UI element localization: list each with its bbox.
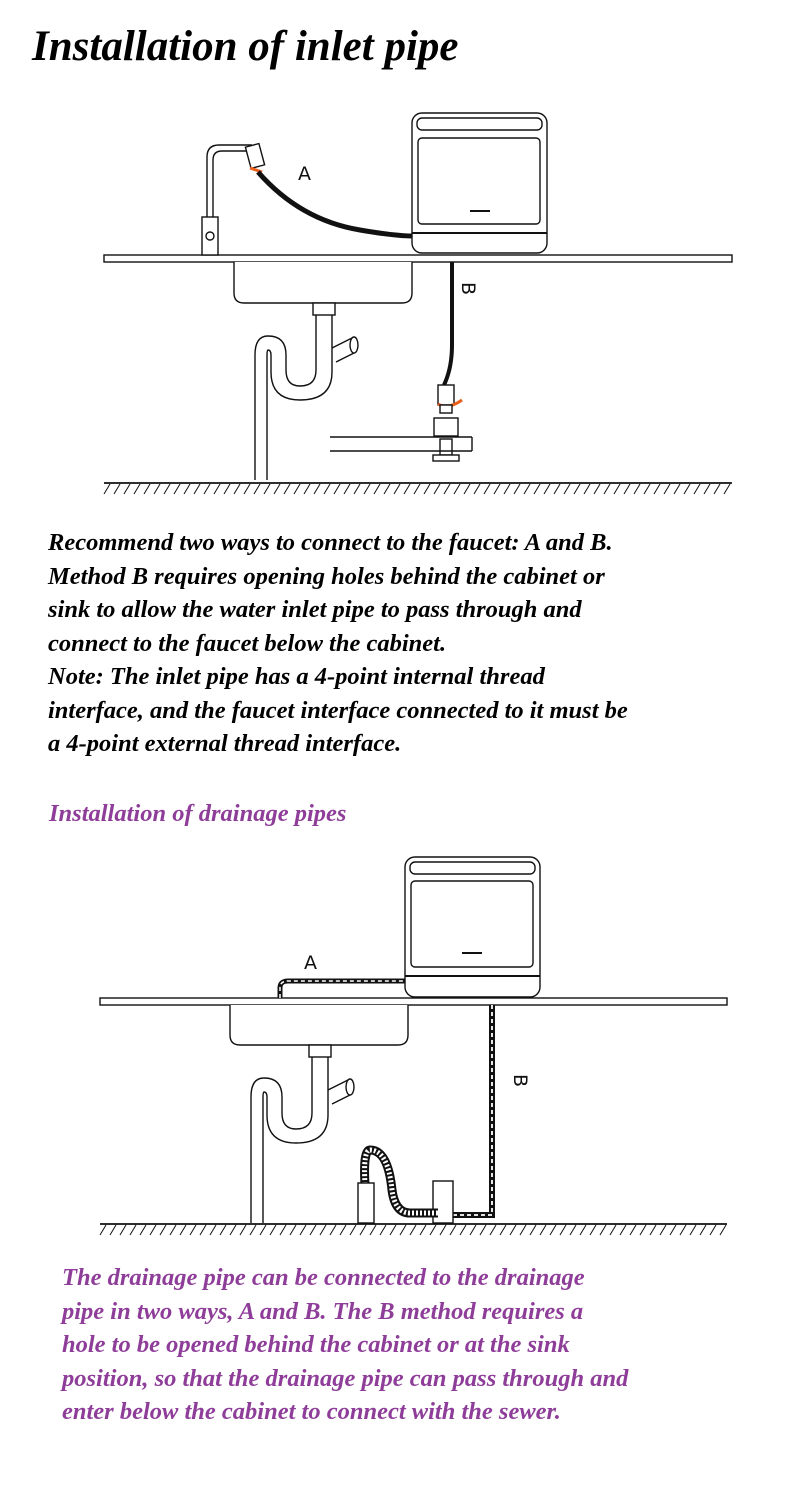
hatch-line bbox=[540, 1225, 546, 1235]
hatch-line bbox=[634, 484, 640, 494]
hatch-line bbox=[354, 484, 360, 494]
valve-fitting-icon bbox=[433, 385, 462, 461]
text-line: position, so that the drainage pipe can pass through and bbox=[62, 1364, 629, 1392]
hatch-line bbox=[600, 1225, 606, 1235]
hatch-line bbox=[290, 1225, 296, 1235]
hatch-line bbox=[704, 484, 710, 494]
hatch-line bbox=[284, 484, 290, 494]
hatch-line bbox=[480, 1225, 486, 1235]
hatch-line bbox=[520, 1225, 526, 1235]
hatch-line bbox=[490, 1225, 496, 1235]
hatch-line bbox=[610, 1225, 616, 1235]
text-line: sink to allow the water inlet pipe to pass through and bbox=[48, 596, 582, 623]
floor-hatch bbox=[100, 1225, 726, 1235]
hatch-line bbox=[244, 484, 250, 494]
hatch-line bbox=[580, 1225, 586, 1235]
hatch-line bbox=[604, 484, 610, 494]
hatch-line bbox=[534, 484, 540, 494]
hatch-line bbox=[330, 1225, 336, 1235]
hatch-line bbox=[494, 484, 500, 494]
hatch-line bbox=[280, 1225, 286, 1235]
drainage-pipe-diagram bbox=[0, 845, 800, 1245]
hatch-line bbox=[420, 1225, 426, 1235]
hatch-line bbox=[304, 484, 310, 494]
drain-label-b: B bbox=[509, 1074, 531, 1088]
hatch-line bbox=[144, 484, 150, 494]
text-line: connect to the faucet below the cabinet. bbox=[48, 629, 447, 657]
hatch-line bbox=[530, 1225, 536, 1235]
text-line: a 4-point external thread interface. bbox=[48, 730, 402, 757]
hatch-line bbox=[104, 484, 110, 494]
hatch-line bbox=[444, 484, 450, 494]
hatch-line bbox=[350, 1225, 356, 1235]
countertop bbox=[100, 998, 727, 1005]
hatch-line bbox=[624, 484, 630, 494]
hatch-line bbox=[654, 484, 660, 494]
floor-hatch bbox=[104, 484, 730, 494]
hatch-line bbox=[140, 1225, 146, 1235]
hatch-line bbox=[544, 484, 550, 494]
hatch-line bbox=[194, 484, 200, 494]
text-line: hole to be opened behind the cabinet or at the sink bbox=[62, 1331, 570, 1358]
hatch-line bbox=[660, 1225, 666, 1235]
hatch-line bbox=[590, 1225, 596, 1235]
sewer-inlet bbox=[358, 1183, 374, 1223]
hatch-line bbox=[690, 1225, 696, 1235]
hatch-line bbox=[250, 1225, 256, 1235]
hatch-line bbox=[400, 1225, 406, 1235]
hatch-line bbox=[500, 1225, 506, 1235]
hatch-line bbox=[460, 1225, 466, 1235]
hatch-line bbox=[130, 1225, 136, 1235]
text-line: Method B requires opening holes behind the cabinet or bbox=[48, 562, 605, 590]
hatch-line bbox=[614, 484, 620, 494]
hatch-line bbox=[554, 484, 560, 494]
hatch-line bbox=[504, 484, 510, 494]
hatch-line bbox=[294, 484, 300, 494]
hatch-line bbox=[204, 484, 210, 494]
hatch-line bbox=[384, 484, 390, 494]
hatch-line bbox=[364, 484, 370, 494]
hatch-line bbox=[430, 1225, 436, 1235]
hatch-line bbox=[170, 1225, 176, 1235]
hatch-line bbox=[564, 484, 570, 494]
hatch-line bbox=[200, 1225, 206, 1235]
hatch-line bbox=[270, 1225, 276, 1235]
hatch-line bbox=[160, 1225, 166, 1235]
inlet-instructions bbox=[48, 526, 628, 761]
hatch-line bbox=[510, 1225, 516, 1235]
sink-basin bbox=[234, 262, 412, 303]
hatch-line bbox=[404, 484, 410, 494]
hatch-line bbox=[374, 484, 380, 494]
hatch-line bbox=[220, 1225, 226, 1235]
hatch-line bbox=[720, 1225, 726, 1235]
hatch-line bbox=[574, 484, 580, 494]
hatch-line bbox=[474, 484, 480, 494]
hatch-line bbox=[180, 1225, 186, 1235]
hatch-line bbox=[644, 484, 650, 494]
hatch-line bbox=[670, 1225, 676, 1235]
hatch-line bbox=[300, 1225, 306, 1235]
hatch-line bbox=[154, 484, 160, 494]
hatch-line bbox=[514, 484, 520, 494]
hatch-line bbox=[674, 484, 680, 494]
dishwasher-icon bbox=[405, 857, 540, 997]
hatch-line bbox=[314, 484, 320, 494]
hatch-line bbox=[254, 484, 260, 494]
hatch-line bbox=[464, 484, 470, 494]
faucet-icon bbox=[202, 144, 265, 255]
hatch-line bbox=[650, 1225, 656, 1235]
text-line: The drainage pipe can be connected to the drainage bbox=[62, 1264, 585, 1291]
corrugated-hose bbox=[365, 1150, 438, 1213]
inlet-pipe-diagram bbox=[0, 100, 800, 500]
hatch-line bbox=[584, 484, 590, 494]
text-line: enter below the cabinet to connect with the sewer. bbox=[62, 1398, 561, 1425]
text-line: interface, and the faucet interface connected to it must be bbox=[48, 696, 628, 724]
hatch-line bbox=[264, 484, 270, 494]
hatch-line bbox=[570, 1225, 576, 1235]
hatch-line bbox=[454, 484, 460, 494]
hatch-line bbox=[150, 1225, 156, 1235]
hatch-line bbox=[470, 1225, 476, 1235]
hatch-line bbox=[450, 1225, 456, 1235]
sink-basin bbox=[230, 1005, 408, 1045]
hatch-line bbox=[380, 1225, 386, 1235]
page-title: Installation of inlet pipe bbox=[32, 23, 459, 70]
hatch-line bbox=[724, 484, 730, 494]
hatch-line bbox=[184, 484, 190, 494]
hatch-line bbox=[524, 484, 530, 494]
hatch-line bbox=[320, 1225, 326, 1235]
hatch-line bbox=[394, 484, 400, 494]
hatch-line bbox=[594, 484, 600, 494]
countertop bbox=[104, 255, 732, 262]
drainage-instructions bbox=[62, 1261, 628, 1429]
drain-trap bbox=[255, 303, 358, 480]
hatch-line bbox=[174, 484, 180, 494]
hatch-line bbox=[310, 1225, 316, 1235]
hatch-line bbox=[240, 1225, 246, 1235]
inlet-label-b: B bbox=[457, 282, 479, 296]
hatch-line bbox=[120, 1225, 126, 1235]
hatch-line bbox=[434, 484, 440, 494]
hatch-line bbox=[560, 1225, 566, 1235]
hatch-line bbox=[164, 484, 170, 494]
hatch-line bbox=[640, 1225, 646, 1235]
hatch-line bbox=[210, 1225, 216, 1235]
hatch-line bbox=[234, 484, 240, 494]
hatch-line bbox=[484, 484, 490, 494]
hatch-line bbox=[224, 484, 230, 494]
hatch-line bbox=[630, 1225, 636, 1235]
hatch-line bbox=[410, 1225, 416, 1235]
hatch-line bbox=[114, 484, 120, 494]
hatch-line bbox=[684, 484, 690, 494]
hatch-line bbox=[124, 484, 130, 494]
hatch-line bbox=[334, 484, 340, 494]
hatch-line bbox=[414, 484, 420, 494]
hatch-line bbox=[620, 1225, 626, 1235]
hatch-line bbox=[440, 1225, 446, 1235]
hatch-line bbox=[390, 1225, 396, 1235]
hatch-line bbox=[370, 1225, 376, 1235]
hatch-line bbox=[260, 1225, 266, 1235]
hatch-line bbox=[694, 484, 700, 494]
hatch-line bbox=[710, 1225, 716, 1235]
drain-trap bbox=[251, 1045, 354, 1223]
drainage-section-title: Installation of drainage pipes bbox=[49, 800, 347, 827]
dishwasher-icon bbox=[412, 113, 547, 253]
inlet-label-a: A bbox=[298, 163, 311, 185]
hatch-line bbox=[424, 484, 430, 494]
hatch-line bbox=[664, 484, 670, 494]
drain-label-a: A bbox=[304, 952, 317, 974]
text-line: Note: The inlet pipe has a 4-point internal thread bbox=[48, 663, 545, 690]
hatch-line bbox=[360, 1225, 366, 1235]
inlet-hose-b bbox=[444, 262, 452, 385]
hatch-line bbox=[340, 1225, 346, 1235]
text-line: pipe in two ways, A and B. The B method requires a bbox=[62, 1297, 584, 1325]
inlet-hose-a bbox=[258, 172, 412, 236]
hatch-line bbox=[550, 1225, 556, 1235]
hatch-line bbox=[230, 1225, 236, 1235]
hatch-line bbox=[344, 484, 350, 494]
hatch-line bbox=[274, 484, 280, 494]
hatch-line bbox=[100, 1225, 106, 1235]
text-line: Recommend two ways to connect to the faucet: A and B. bbox=[48, 529, 613, 556]
hatch-line bbox=[680, 1225, 686, 1235]
drain-hose-a bbox=[280, 981, 405, 998]
hatch-line bbox=[214, 484, 220, 494]
hatch-line bbox=[190, 1225, 196, 1235]
hatch-line bbox=[700, 1225, 706, 1235]
hatch-line bbox=[324, 484, 330, 494]
hatch-line bbox=[714, 484, 720, 494]
hatch-line bbox=[134, 484, 140, 494]
hatch-line bbox=[110, 1225, 116, 1235]
